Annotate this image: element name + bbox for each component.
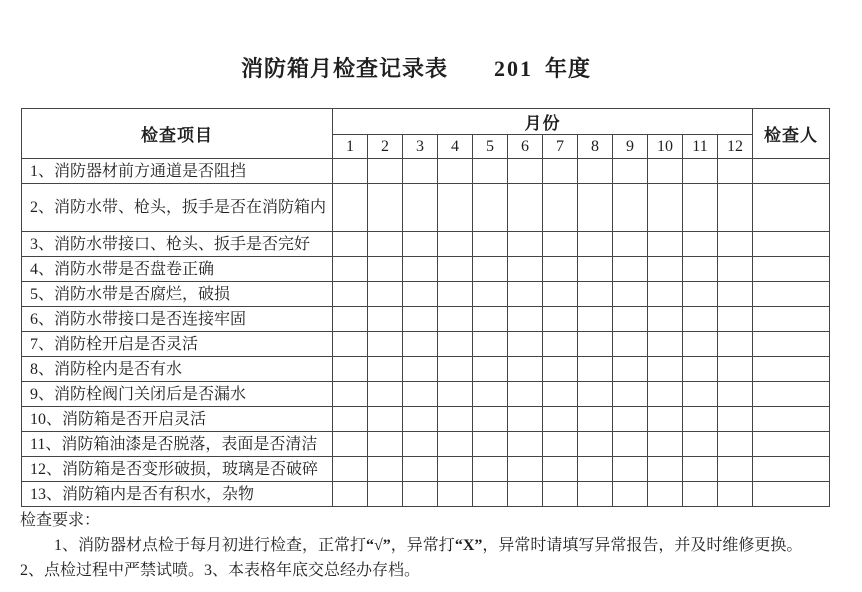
month-value-cell xyxy=(403,382,438,407)
month-value-cell xyxy=(403,357,438,382)
month-value-cell xyxy=(718,332,753,357)
month-value-cell xyxy=(648,382,683,407)
header-items-label: 检查项目 xyxy=(22,109,333,159)
month-value-cell xyxy=(508,332,543,357)
month-header-cell: 11 xyxy=(683,135,718,159)
month-value-cell xyxy=(718,232,753,257)
month-value-cell xyxy=(543,357,578,382)
row-label: 4、消防水带是否盘卷正确 xyxy=(22,257,333,282)
month-value-cell xyxy=(683,332,718,357)
month-value-cell xyxy=(543,282,578,307)
month-value-cell xyxy=(578,257,613,282)
month-value-cell xyxy=(438,457,473,482)
month-value-cell xyxy=(683,232,718,257)
month-value-cell xyxy=(438,159,473,184)
row-label: 7、消防栓开启是否灵活 xyxy=(22,332,333,357)
month-header-cell: 6 xyxy=(508,135,543,159)
month-value-cell xyxy=(648,482,683,507)
month-value-cell xyxy=(438,357,473,382)
month-value-cell xyxy=(683,382,718,407)
month-value-cell xyxy=(578,432,613,457)
month-value-cell xyxy=(403,407,438,432)
table-row xyxy=(22,257,830,282)
month-value-cell xyxy=(613,332,648,357)
table-row xyxy=(22,159,830,184)
month-value-cell xyxy=(403,159,438,184)
month-value-cell xyxy=(613,357,648,382)
month-value-cell xyxy=(683,257,718,282)
month-header-cell: 1 xyxy=(333,135,368,159)
month-value-cell xyxy=(543,482,578,507)
month-value-cell xyxy=(508,357,543,382)
month-value-cell xyxy=(403,457,438,482)
month-value-cell xyxy=(718,159,753,184)
table-header xyxy=(22,109,830,159)
month-value-cell xyxy=(683,482,718,507)
header-inspector-label: 检查人 xyxy=(753,109,830,159)
row-label: 5、消防水带是否腐烂，破损 xyxy=(22,282,333,307)
month-value-cell xyxy=(333,457,368,482)
month-value-cell xyxy=(718,307,753,332)
table-row xyxy=(22,232,830,257)
month-header-cell: 8 xyxy=(578,135,613,159)
row-label: 9、消防栓阀门关闭后是否漏水 xyxy=(22,382,333,407)
month-value-cell xyxy=(508,382,543,407)
month-value-cell xyxy=(333,282,368,307)
inspection-table xyxy=(21,108,830,507)
inspector-cell xyxy=(753,457,830,482)
month-value-cell xyxy=(543,184,578,232)
month-value-cell xyxy=(403,482,438,507)
month-value-cell xyxy=(473,159,508,184)
month-value-cell xyxy=(473,432,508,457)
month-value-cell xyxy=(613,257,648,282)
month-value-cell xyxy=(438,432,473,457)
month-value-cell xyxy=(403,332,438,357)
month-header-cell: 12 xyxy=(718,135,753,159)
month-value-cell xyxy=(543,307,578,332)
month-header-cell: 2 xyxy=(368,135,403,159)
table-row xyxy=(22,332,830,357)
month-value-cell xyxy=(683,307,718,332)
inspector-cell xyxy=(753,282,830,307)
month-value-cell xyxy=(543,257,578,282)
inspector-cell xyxy=(753,184,830,232)
month-value-cell xyxy=(473,407,508,432)
month-value-cell xyxy=(648,332,683,357)
month-value-cell xyxy=(403,232,438,257)
table-row xyxy=(22,407,830,432)
month-value-cell xyxy=(368,407,403,432)
month-value-cell xyxy=(648,184,683,232)
month-value-cell xyxy=(718,282,753,307)
month-value-cell xyxy=(613,432,648,457)
month-header-cell: 3 xyxy=(403,135,438,159)
table-row xyxy=(22,307,830,332)
month-value-cell xyxy=(648,457,683,482)
month-value-cell xyxy=(648,282,683,307)
month-value-cell xyxy=(333,257,368,282)
month-value-cell xyxy=(438,307,473,332)
month-value-cell xyxy=(333,382,368,407)
month-value-cell xyxy=(648,257,683,282)
month-value-cell xyxy=(578,382,613,407)
month-value-cell xyxy=(473,184,508,232)
month-value-cell xyxy=(543,159,578,184)
month-value-cell xyxy=(683,407,718,432)
month-value-cell xyxy=(333,232,368,257)
row-label: 10、消防箱是否开启灵活 xyxy=(22,407,333,432)
month-value-cell xyxy=(718,482,753,507)
month-value-cell xyxy=(403,282,438,307)
note1-check-mark: “√” xyxy=(366,537,391,554)
inspector-cell xyxy=(753,307,830,332)
header-row-top xyxy=(22,109,830,135)
month-value-cell xyxy=(578,457,613,482)
month-value-cell xyxy=(613,407,648,432)
month-value-cell xyxy=(438,232,473,257)
month-header-cell: 7 xyxy=(543,135,578,159)
month-value-cell xyxy=(648,307,683,332)
month-value-cell xyxy=(683,184,718,232)
month-value-cell xyxy=(718,382,753,407)
month-value-cell xyxy=(578,232,613,257)
month-value-cell xyxy=(613,159,648,184)
month-value-cell xyxy=(508,257,543,282)
month-value-cell xyxy=(403,257,438,282)
title-year-label: 年度 xyxy=(545,56,592,81)
month-value-cell xyxy=(508,407,543,432)
inspector-cell xyxy=(753,159,830,184)
month-header-cell: 4 xyxy=(438,135,473,159)
inspector-cell xyxy=(753,482,830,507)
month-value-cell xyxy=(508,432,543,457)
month-value-cell xyxy=(473,357,508,382)
month-value-cell xyxy=(508,232,543,257)
month-value-cell xyxy=(613,457,648,482)
month-value-cell xyxy=(333,184,368,232)
month-value-cell xyxy=(648,407,683,432)
month-value-cell xyxy=(333,357,368,382)
month-header-cell: 10 xyxy=(648,135,683,159)
table-row xyxy=(22,382,830,407)
month-value-cell xyxy=(333,159,368,184)
month-value-cell xyxy=(438,184,473,232)
table-body xyxy=(22,159,830,507)
month-value-cell xyxy=(368,257,403,282)
document-title xyxy=(0,52,862,83)
month-value-cell xyxy=(543,382,578,407)
month-header-cell: 9 xyxy=(613,135,648,159)
month-value-cell xyxy=(403,432,438,457)
month-value-cell xyxy=(333,482,368,507)
title-year: 201 xyxy=(494,56,533,81)
month-value-cell xyxy=(718,184,753,232)
month-value-cell xyxy=(438,382,473,407)
month-value-cell xyxy=(438,282,473,307)
month-value-cell xyxy=(613,482,648,507)
month-value-cell xyxy=(648,357,683,382)
month-value-cell xyxy=(508,482,543,507)
table-row xyxy=(22,432,830,457)
inspector-cell xyxy=(753,357,830,382)
month-value-cell xyxy=(543,407,578,432)
month-value-cell xyxy=(508,159,543,184)
table-row xyxy=(22,457,830,482)
inspector-cell xyxy=(753,332,830,357)
row-label: 2、消防水带、枪头，扳手是否在消防箱内 xyxy=(22,184,333,232)
note1-x-mark: “X” xyxy=(454,537,483,554)
month-value-cell xyxy=(718,432,753,457)
month-value-cell xyxy=(508,307,543,332)
notes-line-2: 2、点检过程中严禁试喷。3、本表格年底交总经办存档。 xyxy=(20,562,421,579)
month-value-cell xyxy=(718,457,753,482)
month-value-cell xyxy=(333,307,368,332)
month-value-cell xyxy=(438,407,473,432)
inspector-cell xyxy=(753,432,830,457)
month-value-cell xyxy=(473,482,508,507)
month-value-cell xyxy=(578,482,613,507)
month-value-cell xyxy=(473,232,508,257)
month-value-cell xyxy=(683,357,718,382)
month-value-cell xyxy=(403,184,438,232)
row-label: 13、消防箱内是否有积水，杂物 xyxy=(22,482,333,507)
row-label: 3、消防水带接口、枪头、扳手是否完好 xyxy=(22,232,333,257)
table-row xyxy=(22,282,830,307)
month-value-cell xyxy=(368,184,403,232)
month-value-cell xyxy=(403,307,438,332)
month-value-cell xyxy=(333,407,368,432)
month-value-cell xyxy=(473,307,508,332)
month-value-cell xyxy=(368,232,403,257)
month-value-cell xyxy=(543,232,578,257)
month-value-cell xyxy=(368,482,403,507)
month-value-cell xyxy=(473,457,508,482)
table-row xyxy=(22,482,830,507)
header-month-group-label: 月份 xyxy=(333,109,753,135)
notes-section xyxy=(20,508,854,583)
row-label: 11、消防箱油漆是否脱落，表面是否清洁 xyxy=(22,432,333,457)
month-value-cell xyxy=(578,332,613,357)
month-value-cell xyxy=(683,457,718,482)
month-value-cell xyxy=(368,357,403,382)
month-value-cell xyxy=(368,332,403,357)
month-value-cell xyxy=(578,357,613,382)
row-label: 1、消防器材前方通道是否阻挡 xyxy=(22,159,333,184)
note1-part-a: 1、消防器材点检于每月初进行检查，正常打 xyxy=(54,537,367,554)
month-value-cell xyxy=(718,257,753,282)
month-value-cell xyxy=(333,432,368,457)
month-value-cell xyxy=(718,357,753,382)
month-value-cell xyxy=(578,307,613,332)
month-value-cell xyxy=(543,457,578,482)
month-value-cell xyxy=(473,282,508,307)
month-value-cell xyxy=(368,307,403,332)
month-value-cell xyxy=(473,382,508,407)
month-value-cell xyxy=(578,184,613,232)
month-value-cell xyxy=(613,382,648,407)
month-value-cell xyxy=(683,159,718,184)
month-header-cell: 5 xyxy=(473,135,508,159)
month-value-cell xyxy=(718,407,753,432)
month-value-cell xyxy=(578,159,613,184)
row-label: 6、消防水带接口是否连接牢固 xyxy=(22,307,333,332)
inspector-cell xyxy=(753,407,830,432)
month-value-cell xyxy=(613,184,648,232)
month-value-cell xyxy=(368,382,403,407)
table-row xyxy=(22,357,830,382)
month-value-cell xyxy=(648,232,683,257)
month-value-cell xyxy=(613,232,648,257)
table-row xyxy=(22,184,830,232)
inspector-cell xyxy=(753,257,830,282)
month-value-cell xyxy=(438,332,473,357)
month-value-cell xyxy=(683,282,718,307)
month-value-cell xyxy=(613,282,648,307)
month-value-cell xyxy=(508,282,543,307)
title-text: 消防箱月检查记录表 xyxy=(240,56,448,81)
month-value-cell xyxy=(473,332,508,357)
month-value-cell xyxy=(683,432,718,457)
notes-line-1 xyxy=(20,533,854,558)
month-value-cell xyxy=(368,432,403,457)
row-label: 8、消防栓内是否有水 xyxy=(22,357,333,382)
month-value-cell xyxy=(578,407,613,432)
note1-part-b: ，异常打 xyxy=(390,537,455,554)
month-value-cell xyxy=(578,282,613,307)
month-value-cell xyxy=(368,457,403,482)
month-value-cell xyxy=(368,282,403,307)
inspector-cell xyxy=(753,382,830,407)
month-value-cell xyxy=(473,257,508,282)
month-value-cell xyxy=(648,159,683,184)
inspector-cell xyxy=(753,232,830,257)
month-value-cell xyxy=(438,482,473,507)
month-value-cell xyxy=(438,257,473,282)
month-value-cell xyxy=(368,159,403,184)
month-value-cell xyxy=(543,332,578,357)
month-value-cell xyxy=(508,184,543,232)
note1-part-c: ，异常时请填写异常报告，并及时维修更换。 xyxy=(482,537,803,554)
month-value-cell xyxy=(613,307,648,332)
notes-heading: 检查要求： xyxy=(20,512,101,529)
month-value-cell xyxy=(333,332,368,357)
month-value-cell xyxy=(543,432,578,457)
row-label: 12、消防箱是否变形破损，玻璃是否破碎 xyxy=(22,457,333,482)
month-value-cell xyxy=(648,432,683,457)
month-value-cell xyxy=(508,457,543,482)
